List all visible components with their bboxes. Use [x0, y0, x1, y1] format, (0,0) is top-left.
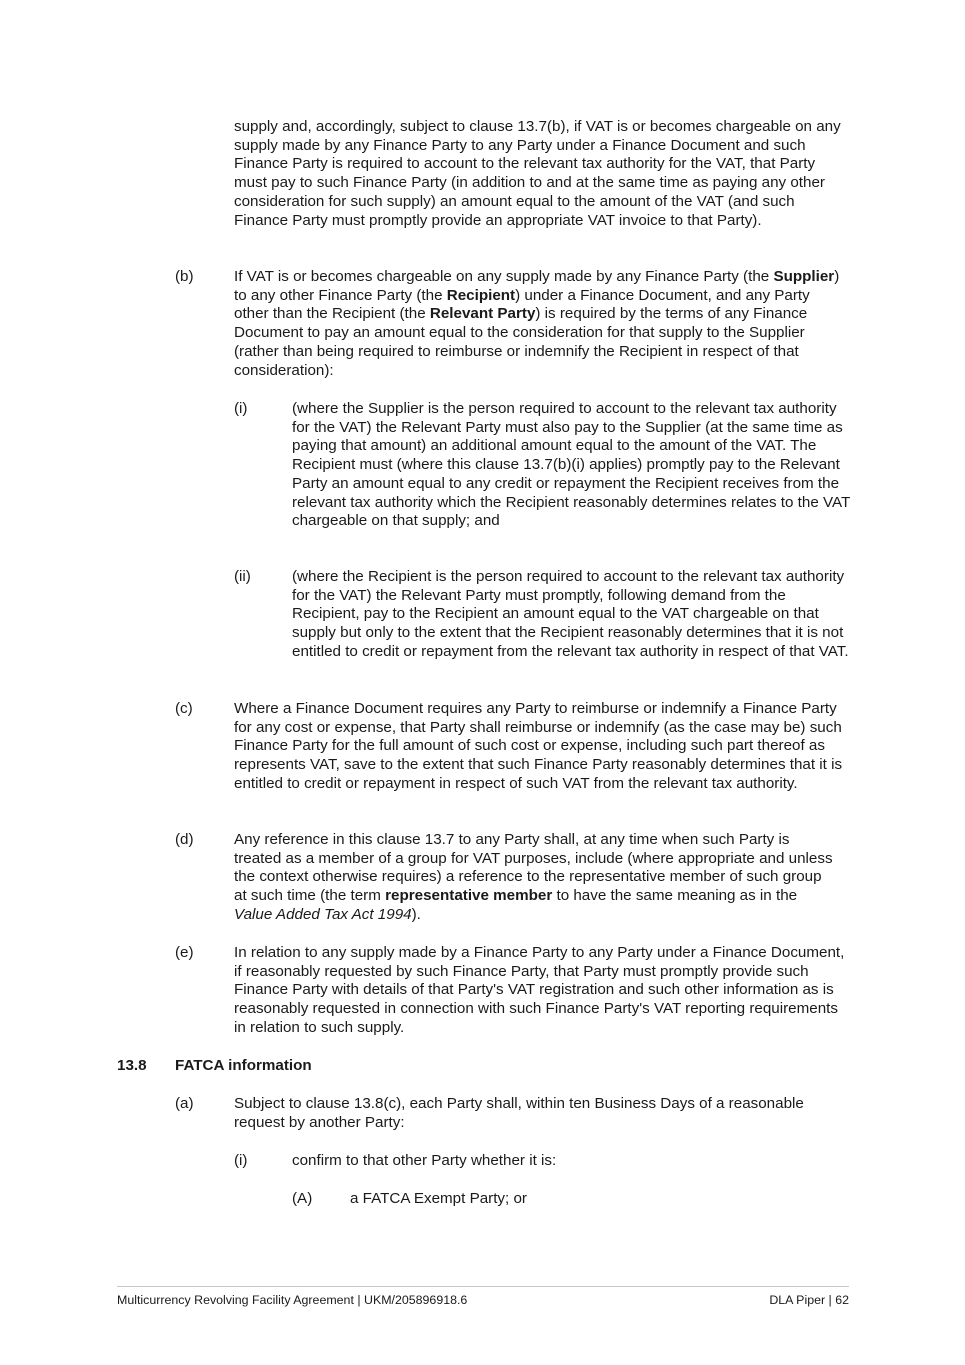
clause-b-text: If VAT is or becomes chargeable on any supply made by any Finance Party (the Supplier) to any other Finance Party (the Recipient) under a Finance Document, and any Party other than the Recipient (the Relevant Party) is required by the terms of any Finance Document to pay an amount equal to the consideration for that supply to the Supplier (rather than being required to reimburse or indemnify the Recipient in respect of that consideration):	[234, 268, 840, 379]
footer-divider	[117, 1286, 849, 1287]
clause-a-text: Subject to clause 13.8(c), each Party shall, within ten Business Days of a reasonable request by another Party:	[234, 1095, 804, 1131]
act-title: Value Added Tax Act 1994	[234, 905, 412, 923]
term-supplier: Supplier	[773, 268, 835, 285]
clause-b-i-text: (where the Supplier is the person required to account to the relevant tax authority for the VAT) the Relevant Party must also pay to the Supplier (at the same time as paying that amount) an additional amount equal to the amount of the VAT. The Recipient must (where this clause 13.7(b)(i) applies) promptly pay to the Relevant Party an amount equal to any credit or repayment the Recipient receives from the relevant tax authority which the Recipient reasonably determines relates to the VAT chargeable on that supply; and	[292, 400, 851, 530]
continuation-paragraph: supply and, accordingly, subject to clause 13.7(b), if VAT is or becomes chargeable on any supply made by any Finance Party to any Party under a Finance Document and such Finance Party is required to account to the relevant tax authority for the VAT, that Party must pay to such Finance Party (in addition to and at the same time as paying any other consideration for such supply) an amount equal to the amount of the VAT (and such Finance Party must promptly provide an appropriate VAT invoice to that Party).	[234, 118, 841, 229]
clause-c-label: (c)	[175, 700, 193, 717]
term-recipient: Recipient	[446, 286, 516, 304]
clause-d-text: Any reference in this clause 13.7 to any Party shall, at any time when such Party is treated as a member of a group for VAT purposes, include (where appropriate and unless the context otherwise requires) a reference to the representative member of such group at such time (the term representative member to have the same meaning as in the Value Added Tax Act 1994).	[234, 831, 833, 923]
clause-e-label: (e)	[175, 944, 194, 961]
clause-c-text: Where a Finance Document requires any Party to reimburse or indemnify a Finance Party for any cost or expense, that Party shall reimburse or indemnify (as the case may be) such Finance Party for the full amount of such cost or expense, including such part thereof as represents VAT, save to the extent that such Finance Party reasonably determines that it is entitled to credit or repayment in respect of such VAT from the relevant tax authority.	[234, 700, 843, 792]
clause-a-label: (a)	[175, 1095, 194, 1112]
clause-a-i-A-label: (A)	[292, 1190, 313, 1207]
clause-b-label: (b)	[175, 268, 194, 285]
term-relevant-party: Relevant Party	[429, 305, 536, 323]
term-representative-member: representative member	[385, 887, 553, 905]
section-13-8-number: 13.8	[117, 1057, 147, 1074]
clause-b-ii-text: (where the Recipient is the person required to account to the relevant tax authority for the VAT) the Relevant Party must promptly, following demand from the Recipient, pay to the Recipient an amount equal to the VAT chargeable on that supply but only to the extent that the Recipient reasonably determines that it is not entitled to credit or repayment from the relevant tax authority in respect of that VAT.	[292, 568, 849, 660]
clause-e-text: In relation to any supply made by a Finance Party to any Party under a Finance Document, if reasonably requested by such Finance Party, that Party must promptly provide such Finance Party with details of that Party's VAT registration and such other information as is reasonably requested in connection with such Finance Party's VAT reporting requirements in relation to such supply.	[234, 944, 845, 1036]
clause-b-ii-label: (ii)	[234, 568, 251, 585]
footer-document-reference: Multicurrency Revolving Facility Agreement | UKM/205896918.6	[117, 1293, 468, 1307]
section-13-8-title: FATCA information	[175, 1057, 312, 1074]
clause-a-i-label: (i)	[234, 1152, 248, 1169]
clause-d-label: (d)	[175, 831, 194, 848]
footer-page-number: DLA Piper | 62	[769, 1293, 849, 1307]
clause-a-i-text: confirm to that other Party whether it is:	[292, 1152, 557, 1169]
clause-a-i-A-text: a FATCA Exempt Party; or	[350, 1190, 527, 1207]
clause-b-i-label: (i)	[234, 400, 248, 417]
